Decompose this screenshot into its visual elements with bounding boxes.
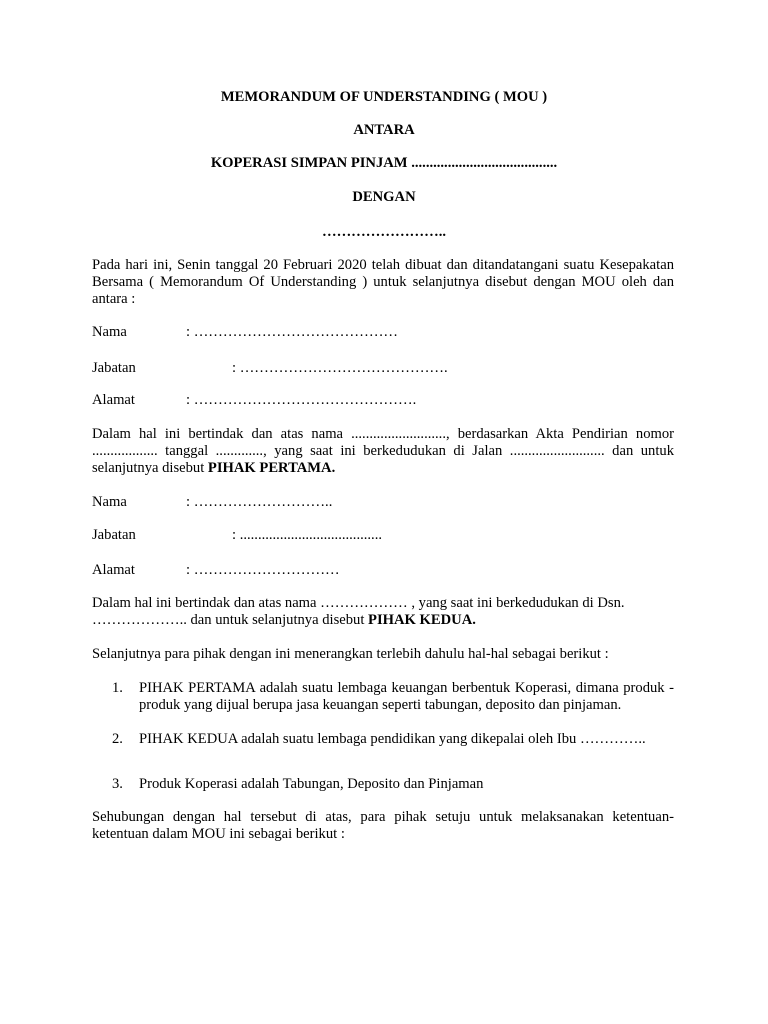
party1-jabatan-label: Jabatan bbox=[92, 360, 136, 376]
party1-alamat-label: Alamat bbox=[92, 392, 135, 408]
party1-statement bbox=[92, 426, 674, 477]
list-item-text: Produk Koperasi adalah Tabungan, Deposito dan Pinjaman bbox=[139, 776, 484, 792]
party2-role: PIHAK KEDUA bbox=[368, 612, 473, 628]
document-title: MEMORANDUM OF UNDERSTANDING ( MOU ) bbox=[220, 89, 548, 105]
list-item-text: PIHAK PERTAMA adalah suatu lembaga keuangan berbentuk Koperasi, dimana produk - produk yang dijual berupa jasa keuangan seperti tabungan, deposito dan pinjaman. bbox=[139, 680, 674, 713]
party1-alamat-value: : ………………………………………. bbox=[186, 392, 417, 408]
list-item-number: 2. bbox=[112, 731, 123, 747]
intro-paragraph: Pada hari ini, Senin tanggal 20 Februari 2020 telah dibuat dan ditandatangani suatu Kesepakatan Bersama ( Memorandum Of Understanding ) untuk selanjutnya disebut dengan MOU oleh dan antara : bbox=[92, 257, 674, 307]
party2-jabatan-label: Jabatan bbox=[92, 527, 136, 543]
party1-role-suffix: . bbox=[331, 460, 336, 476]
party2-statement-line2 bbox=[92, 612, 476, 629]
dengan-heading: DENGAN bbox=[352, 189, 416, 205]
counterparty-placeholder: …………………….. bbox=[321, 224, 447, 240]
antara-heading: ANTARA bbox=[353, 122, 415, 138]
party2-nama-value: : ……………………….. bbox=[186, 494, 333, 510]
party1-role: PIHAK PERTAMA bbox=[207, 460, 332, 476]
party1-jabatan-value: : ……………………………………. bbox=[232, 360, 448, 376]
party2-alamat-value: : ………………………… bbox=[186, 562, 340, 578]
party2-jabatan-value: : ....................................... bbox=[232, 527, 382, 543]
party2-alamat-label: Alamat bbox=[92, 562, 135, 578]
party2-role-suffix: . bbox=[472, 612, 476, 628]
party1-statement-text: Dalam hal ini bertindak dan atas nama .........................., berdasarkan Akta Pendirian nomor .................. tanggal ............., yang saat ini berkedudukan di Jalan .......................... dan untuk selanjutnya disebut bbox=[92, 426, 674, 476]
koperasi-heading: KOPERASI SIMPAN PINJAM ........................................ bbox=[210, 155, 558, 171]
list-item-text: PIHAK KEDUA adalah suatu lembaga pendidikan yang dikepalai oleh Ibu ………….. bbox=[139, 731, 646, 747]
party2-statement-line1: Dalam hal ini bertindak dan atas nama ……………… , yang saat ini berkedudukan di Dsn. bbox=[92, 595, 625, 611]
list-item-number: 3. bbox=[112, 776, 123, 792]
selanjutnya-paragraph: Selanjutnya para pihak dengan ini menerangkan terlebih dahulu hal-hal sebagai berikut : bbox=[92, 646, 609, 662]
party1-nama-label: Nama bbox=[92, 324, 127, 340]
list-item-number: 1. bbox=[112, 680, 123, 696]
party2-statement-text: ……………….. dan untuk selanjutnya disebut bbox=[92, 612, 369, 628]
party2-nama-label: Nama bbox=[92, 494, 127, 510]
party1-nama-value: : …………………………………… bbox=[186, 324, 399, 340]
sehubungan-paragraph: Sehubungan dengan hal tersebut di atas, para pihak setuju untuk melaksanakan ketentuan-ketentuan dalam MOU ini sebagai berikut : bbox=[92, 809, 674, 842]
